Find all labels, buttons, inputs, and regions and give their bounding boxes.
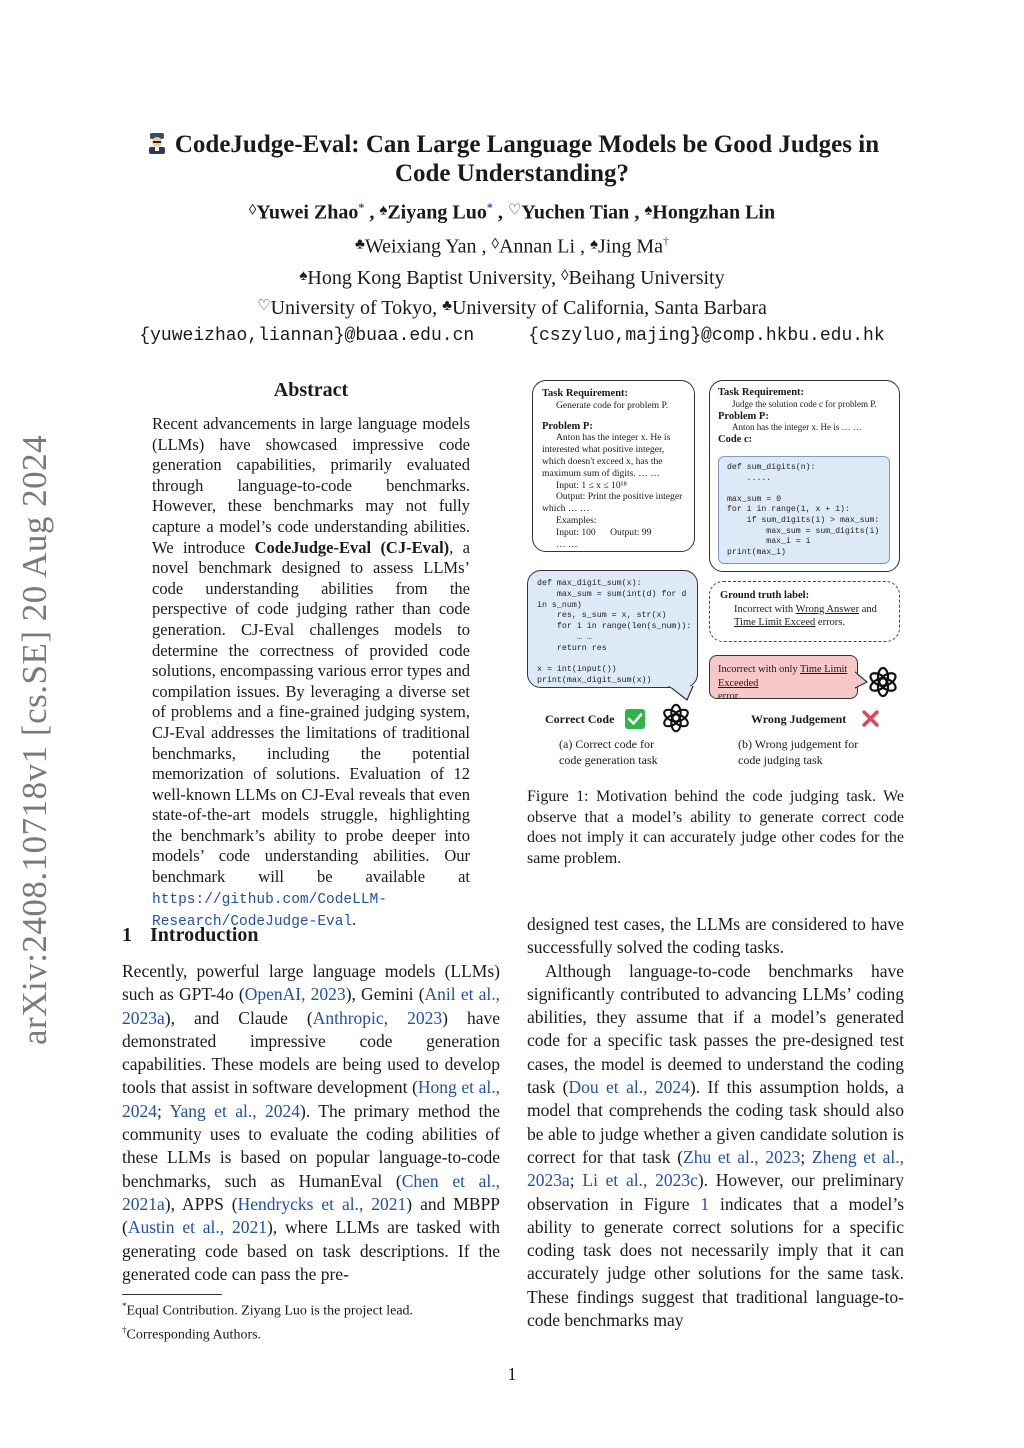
title-line-2: Code Understanding?	[394, 160, 630, 187]
citation-link[interactable]: Austin et al., 2021	[127, 1217, 267, 1238]
openai-logo-icon	[866, 665, 900, 699]
subcaption-b: (b) Wrong judgement for code judging task	[738, 737, 859, 767]
abstract-text: Recent advancements in large language models (LLMs) have showcased impressive code generation capabilities, primarily evaluated through language-to-code benchmarks. However, these benchmarks may not fully capture a model’s code understanding abilities. We introduce CodeJudge-Eval (CJ-Eval), a novel benchmark designed to assess LLMs’ code understanding abilities from the perspective of code judging rather than code generation. CJ-Eval challenges models to determine the correctness of provided code solutions, encompassing various error types and compilation issues. By leveraging a diverse set of problems and a fine-grained judging system, CJ-Eval addresses the limitations of traditional benchmarks, including the potential memorization of solutions. Evaluation of 12 well-known LLMs on CJ-Eval reveals that even state-of-the-art models struggle, highlighting the benchmark’s ability to probe deeper into models’ code understanding abilities. Our benchmark will be available at https://github.com/CodeLLM-Research/CodeJudge-Eval.	[152, 414, 471, 931]
author-name: Yuchen Tian	[521, 201, 630, 224]
section-heading: 1 Introduction	[122, 924, 259, 946]
citation-link[interactable]: Hong et al., 2024	[122, 1077, 500, 1121]
footnote-2: †Corresponding Authors.	[122, 1324, 262, 1343]
judging-task-box: Task Requirement: Judge the solution code c for problem P. Problem P: Anton has the integer x. He is … … Code c: def sum_digits(n): ..... max_sum = 0 for i in range(1, x + 1): if sum_digits(i) > max_sum: max_sum = sum_digits(i) max_i = i print(max_i)	[709, 380, 900, 572]
abstract-heading: Abstract	[273, 379, 349, 401]
repo-link[interactable]: https://github.com/CodeLLM-Research/CodeJudge-Eval	[152, 891, 387, 931]
citation-link[interactable]: Anthropic, 2023	[312, 1007, 443, 1028]
benchmark-name: CodeJudge-Eval (CJ-Eval)	[254, 537, 450, 557]
author-name: Yuwei Zhao	[256, 201, 359, 224]
title-line-1: CodeJudge-Eval: Can Large Language Models be Good Judges in	[174, 131, 880, 158]
figure-1	[527, 380, 905, 775]
affiliation-line-2: ♡University of Tokyo, ♣University of California, Santa Barbara	[257, 297, 767, 319]
check-mark-icon	[625, 709, 645, 729]
citation-link[interactable]: Zheng et al., 2023a	[527, 1146, 905, 1191]
citation-link[interactable]: Yang et al., 2024	[169, 1100, 301, 1121]
affiliation-line-1: ♠Hong Kong Baptist University, ◊Beihang University	[299, 267, 725, 289]
citation-link[interactable]: Chen et al., 2021a	[122, 1170, 501, 1214]
judged-code-block: def sum_digits(n): ..... max_sum = 0 for i in range(1, x + 1): if sum_digits(i) > max_sum: max_sum = sum_digits(i) max_i = i print(max_i)	[718, 456, 890, 564]
arxiv-stamp: arXiv:2408.10718v1 [cs.SE] 20 Aug 2024	[15, 434, 54, 1045]
author-line-2: ♣Weixiang Yan , ◊Annan Li , ♠Jing Ma†	[354, 234, 670, 258]
author-name: Annan Li	[498, 235, 576, 258]
right-column-text	[527, 913, 904, 1332]
author-name: Jing Ma	[598, 235, 664, 258]
wrong-judgement-label: Wrong Judgement	[751, 712, 847, 726]
citation-link[interactable]: Dou et al., 2024	[568, 1077, 690, 1098]
wrong-judgement-bubble: Incorrect with only Time Limit Exceeded error.	[709, 655, 858, 699]
footnote-rule	[122, 1294, 222, 1295]
ground-truth-box: Ground truth label: Incorrect with Wrong Answer and Time Limit Exceed errors.	[709, 581, 900, 642]
author-emails: {yuweizhao,liannan}@buaa.edu.cn {cszyluo,majing}@comp.hkbu.edu.hk	[139, 326, 885, 346]
author-name: Weixiang Yan	[364, 235, 477, 258]
paper-title	[100, 130, 924, 188]
citation-link[interactable]: Anil et al., 2023a	[122, 984, 500, 1028]
subcaption-a: (a) Correct code for code generation task	[559, 737, 658, 767]
page-number: 1	[507, 1364, 517, 1384]
figure-ref-link[interactable]: 1	[700, 1193, 710, 1214]
intro-paragraph: Recently, powerful large language models (LLMs) such as GPT-4o (OpenAI, 2023), Gemini (Anil et al., 2023a), and Claude (Anthropic, 2023) have demonstrated impressive code generation capabilities. These models are being used to develop tools that assist in software development (Hong et al., 2024; Yang et al., 2024). The primary method the community uses to evaluate the coding abilities of these LLMs is based on popular language-to-code benchmarks, such as HumanEval (Chen et al., 2021a), APPS (Hendrycks et al., 2021) and MBPP (Austin et al., 2021), where LLMs are tasked with generating code based on task descriptions. If the generated code can pass the pre-	[122, 961, 501, 1284]
citation-link[interactable]: OpenAI, 2023	[244, 984, 346, 1005]
citation-link[interactable]: Zhu et al., 2023	[683, 1146, 801, 1167]
footnote-1: *Equal Contribution. Ziyang Luo is the project lead.	[122, 1301, 414, 1319]
paragraph: Although language-to-code benchmarks have significantly contributed to advancing LLMs’ coding abilities, they assume that if a model’s generated code for a specific task passes the pre-designed test cases, the model is deemed to understand the coding task (Dou et al., 2024). If this assumption holds, a model that comprehends the coding task should also be able to judge whether a given candidate solution is correct for that task (Zhu et al., 2023; Zheng et al., 2023a; Li et al., 2023c). However, our preliminary observation in Figure 1 indicates that a model’s ability to generate correct solutions for a specific coding task does not necessarily imply that it can accurately judge other solutions for the same task. These findings suggest that traditional language-to-code benchmarks may	[527, 960, 905, 1331]
judge-logo-icon	[145, 131, 169, 155]
author-line-1: ◊Yuwei Zhao* , ♠Ziyang Luo* , ♡Yuchen Tian , ♠Hongzhan Lin	[248, 200, 776, 224]
citation-link[interactable]: Li et al., 2023c	[582, 1170, 698, 1191]
bubble-tail-icon	[667, 686, 697, 702]
author-name: Ziyang Luo	[387, 201, 487, 224]
author-name: Hongzhan Lin	[652, 201, 776, 224]
generation-task-box: Task Requirement: Generate code for problem P. Problem P: Anton has the integer x. He is interested what positive integer, which doesn't exceed x, has the maximum sum of digits. … … Input: 1 ≤ x ≤ 10¹⁸ Output: Print the positive integer which … … Examples: Input: 100 Output: 99 … …	[532, 380, 695, 552]
paragraph: designed test cases, the LLMs are considered to have successfully solved the coding tasks.	[527, 914, 904, 958]
openai-logo-icon	[660, 702, 692, 734]
generated-code-bubble: def max_digit_sum(x): max_sum = sum(int(d) for d in s_num) res, s_sum = x, str(x) for i in range(len(s_num)): … … return res x = int(input()) print(max_digit_sum(x))	[527, 570, 698, 688]
citation-link[interactable]: Hendrycks et al., 2021	[237, 1193, 407, 1214]
cross-mark-icon	[861, 709, 880, 728]
footnotes	[122, 1297, 500, 1344]
figure-caption: Figure 1: Motivation behind the code judging task. We observe that a model’s ability to generate correct code does not imply it can accurately judge other codes for the same problem.	[527, 788, 904, 867]
correct-code-label: Correct Code	[545, 712, 615, 726]
